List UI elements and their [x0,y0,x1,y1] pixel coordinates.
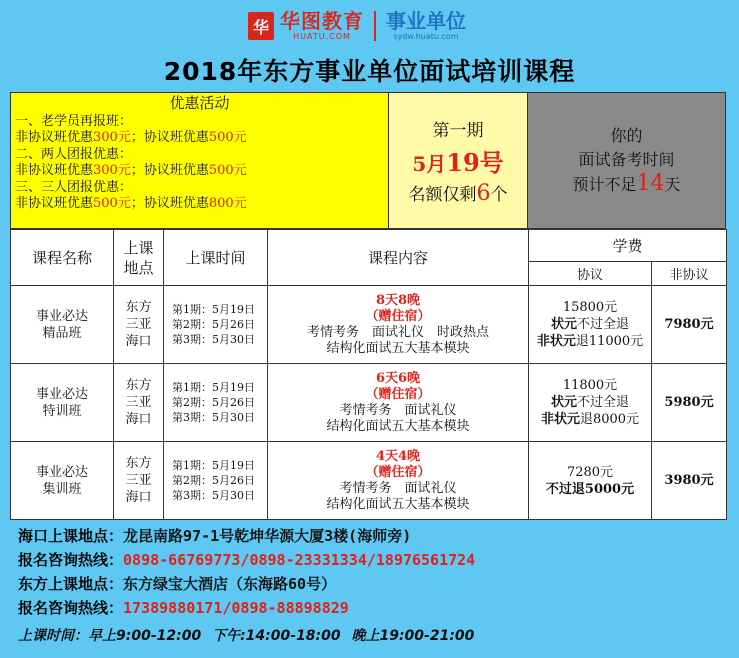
course-name: 事业必达 精品班 [11,286,114,364]
table-row [11,364,727,442]
header-fee: 学费 [529,230,727,262]
haikou-phone[interactable]: 0898-66769773/0898-23331334/18976561724 [123,551,476,569]
header-course-name: 课程名称 [11,230,114,286]
footer-info [18,524,733,648]
course-place: 东方 三亚 海口 [114,286,164,364]
countdown-line1: 你的 [610,126,643,145]
course-content: 8天8晚 （赠住宿） 考情考务 面试礼仪 时政热点 结构化面试五大基本模块 [268,286,529,364]
table-row [11,442,727,520]
dongfang-phone[interactable]: 17389880171/0898-88898829 [123,599,349,617]
course-times: 第1期：5月19日 第2期：5月26日 第3期：5月30日 [164,442,268,520]
course-content: 4天4晚 （赠住宿） 考情考务 面试礼仪 结构化面试五大基本模块 [268,442,529,520]
discount-line: 二、两人团报优惠： [15,146,133,162]
course-name: 事业必达 特训班 [11,364,114,442]
course-content: 6天6晚 （赠住宿） 考情考务 面试礼仪 结构化面试五大基本模块 [268,364,529,442]
course-times: 第1期：5月19日 第2期：5月26日 第3期：5月30日 [164,286,268,364]
class-schedule-line: 上课时间：早上9:00-12:00 下午:14:00-18:00 晚上19:00-21:00 [18,628,475,644]
page-title: 2018年东方事业单位面试培训课程 [163,57,576,86]
course-times: 第1期：5月19日 第2期：5月26日 第3期：5月30日 [164,364,268,442]
header-fee-protocol: 协议 [529,262,652,286]
dongfang-address-line: 东方上课地点：东方绿宝大酒店（东海路60号） [18,575,337,593]
promo-panel [10,92,726,229]
countdown-box [528,93,725,228]
table-row [11,286,727,364]
period-box [389,93,528,228]
course-place: 东方 三亚 海口 [114,364,164,442]
header-content: 课程内容 [268,230,529,286]
discount-line: 一、老学员再报班： [15,113,133,129]
logo-divider [374,11,376,41]
header-time: 上课时间 [164,230,268,286]
logo-secondary-text: 事业单位 [386,9,466,33]
logo-main-text: 华图教育 [280,9,364,33]
course-table [10,229,727,520]
fee-nonprotocol: 5980元 [652,364,727,442]
huatu-logo[interactable] [248,8,466,44]
discount-title: 优惠活动 [169,94,230,112]
fee-nonprotocol: 7980元 [652,286,727,364]
fee-protocol: 15800元 状元不过全退 非状元退11000元 [529,286,652,364]
discount-line: 三、三人团报优惠： [15,179,133,195]
course-name: 事业必达 集训班 [11,442,114,520]
period-date: 5月19号 [412,147,504,177]
discount-line: 非协议班优惠300元；协议班优惠500元 [15,163,247,178]
countdown-line3: 预计不足14天 [572,171,681,196]
logo-secondary-url: sydw.huatu.com [393,32,459,41]
logo-sub-text: HUATU.COM [293,32,351,41]
countdown-line2: 面试备考时间 [578,150,675,169]
fee-nonprotocol: 3980元 [652,442,727,520]
fee-protocol: 7280元 不过退5000元 [529,442,652,520]
dongfang-hotline-line: 报名咨询热线：17389880171/0898-88898829 [18,599,349,617]
haikou-address-line: 海口上课地点：龙昆南路97-1号乾坤华源大厦3楼(海师旁) [18,527,412,545]
header-place: 上课地点 [114,230,164,286]
quota-text: 名额仅剩6个 [408,180,508,206]
header-fee-nonprotocol: 非协议 [652,262,727,286]
period-label: 第一期 [432,120,484,141]
discount-line: 非协议班优惠500元；协议班优惠800元 [15,196,247,211]
header [0,0,739,92]
discount-box [11,93,389,228]
fee-protocol: 11800元 状元不过全退 非状元退8000元 [529,364,652,442]
haikou-hotline-line: 报名咨询热线：0898-66769773/0898-23331334/18976561724 [18,551,476,569]
huatu-logo-icon: 华 [248,12,274,40]
discount-line: 非协议班优惠300元；协议班优惠500元 [15,130,247,145]
course-place: 东方 三亚 海口 [114,442,164,520]
